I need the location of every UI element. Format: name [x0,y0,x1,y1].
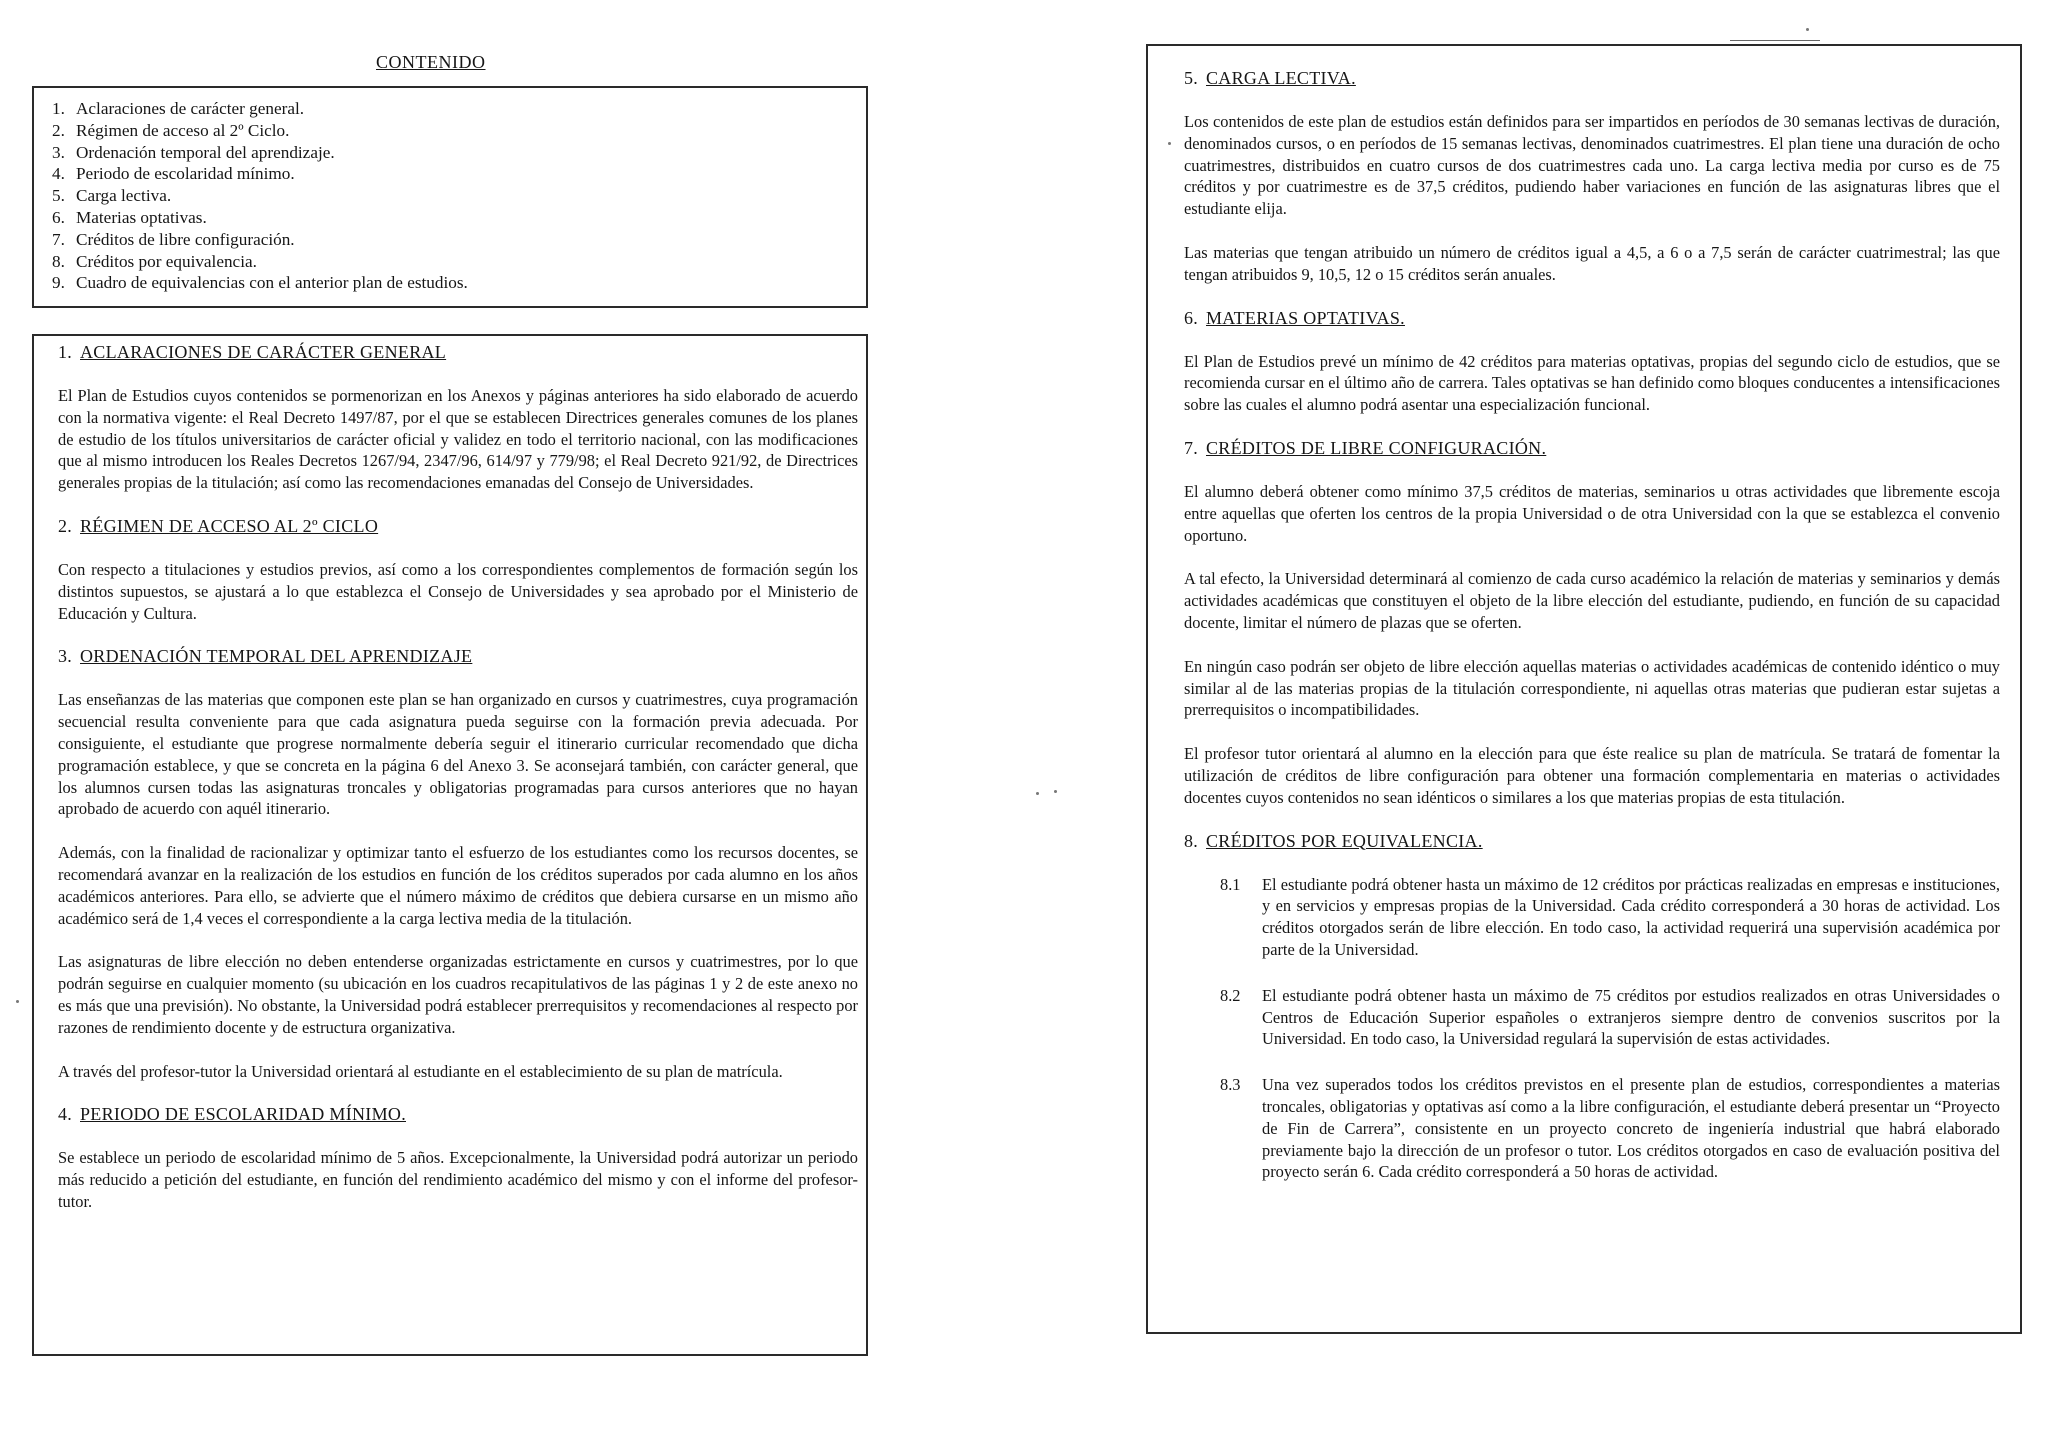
section-libre-configuracion [1184,438,2000,809]
toc-item-number: 9. [52,273,65,293]
toc-item-number: 6. [52,207,65,227]
section-number: 5. [1184,68,1199,88]
toc-item [52,120,848,142]
toc-item-number: 5. [52,186,65,206]
scan-speck [1036,792,1039,795]
subsection-item [1220,1074,2000,1183]
subsection-number: 8.3 [1220,1075,1241,1095]
section-carga-lectiva [1184,68,2000,286]
section-heading [1184,438,2000,459]
toc-item-label: Cuadro de equivalencias con el anterior plan de estudios. [76,273,468,293]
section-title: ACLARACIONES DE CARÁCTER GENERAL [80,342,447,362]
scan-speck [1168,142,1171,145]
section-number: 4. [58,1104,73,1125]
section-number: 8. [1184,830,1199,851]
section-title: PERIODO DE ESCOLARIDAD MÍNIMO. [80,1104,406,1125]
subsection-text: El estudiante podrá obtener hasta un máximo de 75 créditos por estudios realizados en otras Universidades o Centros de Educación Superior españoles o extranjeros siempre dentro de convenios suscritos por la Universidad. En todo caso, la Universidad regulará la supervisión de estas actividades. [1262,985,2000,1049]
paragraph: El alumno deberá obtener como mínimo 37,5 créditos de materias, seminarios u otras actividades que libremente escoja entre aquellas que oferten los centros de la propia Universidad o de otra Universidad con la que se establezca el convenio oportuno. [1184,481,2000,545]
toc-item-label: Carga lectiva. [76,186,172,206]
toc-item-label: Periodo de escolaridad mínimo. [76,164,295,184]
toc-item [52,98,848,120]
section-heading [58,1104,858,1125]
scan-speck [1806,28,1809,31]
subsection-item [1220,985,2000,1050]
toc-item-label: Materias optativas. [76,207,207,227]
section-periodo-escolaridad [58,1104,858,1212]
scan-speck [1054,790,1057,793]
paragraph: Las asignaturas de libre elección no deben entenderse organizadas estrictamente en cursos y cuatrimestres, por lo que podrán seguirse en cualquier momento (su ubicación en los cuadros recapitulativos de las páginas 1 y 2 de este anexo no es más que una previsión). No obstante, la Universidad podrá establecer prerrequisitos y recomendaciones al respecto por razones de rendimiento docente y de estructura organizativa. [58,952,858,1037]
section-number: 3. [58,646,73,667]
paragraph: El Plan de Estudios cuyos contenidos se pormenorizan en los Anexos y páginas anteriores ha sido elaborado de acuerdo con la normativa vigente: el Real Decreto 1497/87, por el que se establecen Directrices generales comunes de los planes de estudio de los títulos universitarios de carácter oficial y validez en todo el territorio nacional, con las modificaciones que al mismo introducen los Reales Decretos 1267/94, 2347/96, 614/97 y 779/98; el Real Decreto 921/92, de Directrices generales propias de la titulación; así como las recomendaciones emanadas del Consejo de Universidades. [58,386,858,493]
paragraph: A través del profesor-tutor la Universidad orientará al estudiante en el establecimiento de su plan de matrícula. [58,1061,783,1081]
section-title: MATERIAS OPTATIVAS. [1206,307,1405,328]
section-title: CRÉDITOS POR EQUIVALENCIA. [1206,830,1483,851]
toc-list [52,98,848,294]
section-number: 6. [1184,307,1199,328]
toc-title: CONTENIDO [376,52,486,72]
paragraph: El Plan de Estudios prevé un mínimo de 42 créditos para materias optativas, propias del segundo ciclo de estudios, que se recomienda cursar en el último año de carrera. Tales optativas se han definido como bloques conducentes a intensificaciones sobre las cuales el alumno podrá asentar una especialización funcional. [1184,351,2000,415]
section-number: 7. [1184,437,1199,458]
section-aclaraciones [58,342,858,494]
toc-item-number: 8. [52,251,65,271]
section-number: 1. [58,342,73,362]
toc-item [52,229,848,251]
toc-item-number: 7. [52,229,65,249]
paragraph: Con respecto a titulaciones y estudios previos, así como a los correspondientes complementos de formación según los distintos supuestos, se ajustará a lo que establezca el Consejo de Universidades y sea aprobado por el Ministerio de Educación y Cultura. [58,559,858,623]
section-number: 2. [58,515,73,536]
toc-box [32,86,868,308]
section-heading [1184,308,2000,329]
toc-item-number: 2. [52,120,65,140]
section-heading [58,342,858,363]
section-title: CRÉDITOS DE LIBRE CONFIGURACIÓN. [1206,437,1547,458]
paragraph: El profesor tutor orientará al alumno en la elección para que éste realice su plan de matrícula. Se tratará de fomentar la utilización de créditos de libre configuración para obtener una formación complementaria en materias o actividades docentes cuyos contenidos no sean idénticos o similares a los que materias propias de esta titulación. [1184,744,2000,807]
toc-item-number: 4. [52,164,65,184]
section-creditos-equivalencia [1184,831,2000,1184]
scan-mark-line [1730,40,1820,41]
subsection-item [1220,874,2000,961]
scan-speck [16,1000,19,1003]
toc-item-label: Créditos de libre configuración. [76,229,295,249]
paragraph: Se establece un periodo de escolaridad mínimo de 5 años. Excepcionalmente, la Universidad podrá autorizar un periodo más reducido a petición del estudiante, en función del rendimiento académico del mismo y con el informe del profesor-tutor. [58,1148,858,1211]
right-page-box [1146,44,2022,1334]
left-page-box [32,334,868,1356]
toc-item-label: Créditos por equivalencia. [76,251,257,271]
paragraph: En ningún caso podrán ser objeto de libre elección aquellas materias o actividades académicas de contenido idéntico o muy similar al de las materias propias de la titulación correspondiente, ni aquellas otras materias que pudieran estar sujetas a prerrequisitos o incompatibilidades. [1184,656,2000,720]
subsection-number: 8.1 [1220,874,1241,894]
paragraph: A tal efecto, la Universidad determinará al comienzo de cada curso académico la relación de materias y seminarios y demás actividades académicas que constituyen el objeto de la libre elección del estudiante, pudiendo, en función de su capacidad docente, limitar el número de plazas que se oferten. [1184,569,2000,632]
toc-item [52,207,848,229]
toc-item-label: Régimen de acceso al 2º Ciclo. [76,120,290,140]
toc-item [52,251,848,273]
toc-item [52,272,848,294]
subsection-text: El estudiante podrá obtener hasta un máximo de 12 créditos por prácticas realizadas en empresas e instituciones, y en servicios y empresas propias de la Universidad. Cada crédito corresponderá a 30 horas de actividad. Los créditos otorgados serán de libre elección. En todo caso, la actividad requerirá una supervisión académica por parte de la Universidad. [1262,874,2000,959]
paragraph: Los contenidos de este plan de estudios están definidos para ser impartidos en períodos de 30 semanas lectivas de duración, denominados cursos, o en períodos de 15 semanas lectivas, denominados cuatrimestres. El plan tiene una duración de ocho cuatrimestres, distribuidos en cuatro cursos de dos cuatrimestres cada uno. La carga lectiva media por curso es de 75 créditos y por cuatrimestre es de 37,5 créditos, pudiendo haber variaciones en función de las asignaturas libres que el estudiante elija. [1184,112,2000,219]
subsection-text: Una vez superados todos los créditos previstos en el presente plan de estudios, correspondientes a materias troncales, obligatorias y optativas así como a la libre configuración, el estudiante deberá presentar un “Proyecto de Fin de Carrera”, consistente en un proyecto concreto de ingeniería industrial que habrá elaborado previamente bajo la dirección de un profesor o tutor. Los créditos otorgados en caso de evaluación positiva del proyecto serán 6. Cada crédito corresponderá a 50 horas de actividad. [1262,1075,2000,1182]
toc-item-label: Ordenación temporal del aprendizaje. [76,142,335,162]
section-heading [58,646,858,667]
toc-item-number: 1. [52,99,65,118]
paragraph: Las enseñanzas de las materias que componen este plan se han organizado en cursos y cuatrimestres, cuya programación secuencial resulta conveniente para que cada asignatura pueda seguirse con la formación previa adecuada. Por consiguiente, el estudiante que progrese normalmente debería seguir el itinerario curricular recomendado que dicha programación establece, y que se concreta en la página 6 del Anexo 3. Se aconsejará también, con carácter general, que los alumnos cursen todas las asignaturas troncales y obligatorias programadas para cursos anteriores que no hayan aprobado de acuerdo con aquél itinerario. [58,690,858,819]
toc-item-number: 3. [52,142,65,162]
section-materias-optativas [1184,308,2000,416]
section-regimen-acceso [58,516,858,624]
toc-item [52,163,848,185]
section-heading [1184,831,2000,852]
section-heading [58,516,858,537]
paragraph: Las materias que tengan atribuido un número de créditos igual a 4,5, a 6 o a 7,5 serán de carácter cuatrimestral; las que tengan atribuidos 9, 10,5, 12 o 15 créditos serán anuales. [1184,242,2000,284]
toc-item [52,185,848,207]
section-ordenacion-temporal [58,646,858,1082]
section-heading [1184,68,2000,89]
section-title: RÉGIMEN DE ACCESO AL 2º CICLO [80,515,379,536]
toc-item-label: Aclaraciones de carácter general. [76,99,305,118]
section-title: CARGA LECTIVA. [1206,68,1356,88]
section-title: ORDENACIÓN TEMPORAL DEL APRENDIZAJE [80,646,473,667]
toc-item [52,142,848,164]
paragraph: Además, con la finalidad de racionalizar y optimizar tanto el esfuerzo de los estudiantes como los recursos docentes, se recomendará avanzar en la realización de los estudios en función de los créditos superados por cada alumno en los años académicos anteriores. Para ello, se advierte que el número máximo de créditos que debiera cursarse en un mismo año académico será de 1,4 veces el correspondiente a la carga lectiva media de la titulación. [58,843,858,928]
subsection-number: 8.2 [1220,985,1241,1005]
